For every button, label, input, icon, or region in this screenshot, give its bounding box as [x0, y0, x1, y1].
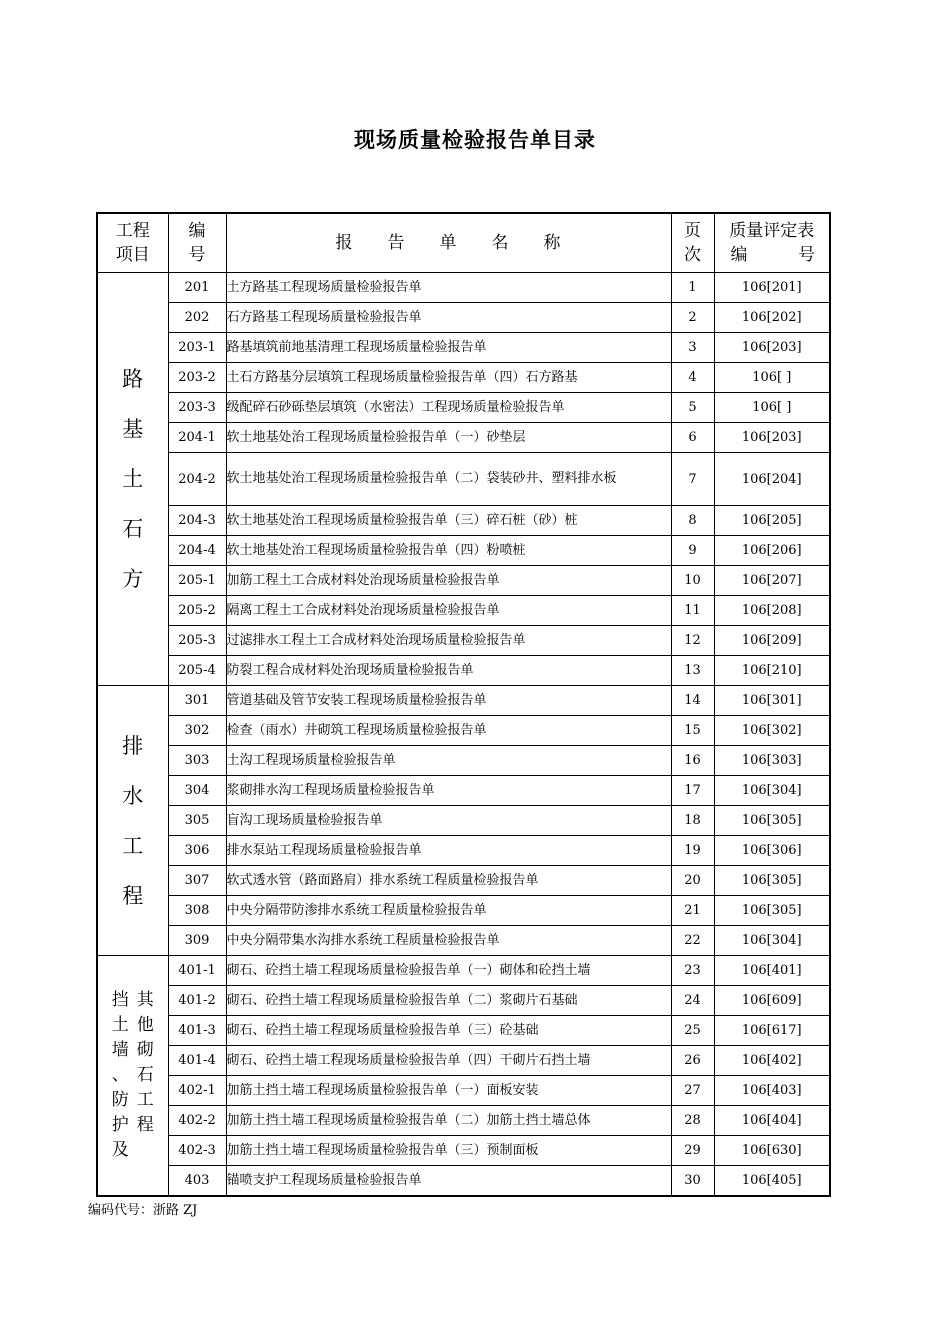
row-code: 306: [168, 836, 226, 866]
row-page: 18: [671, 806, 714, 836]
row-page: 1: [671, 273, 714, 303]
row-code: 204-2: [168, 453, 226, 506]
section-char: 路: [122, 367, 144, 391]
row-page: 14: [671, 686, 714, 716]
row-report-name: 土石方路基分层填筑工程现场质量检验报告单（四）石方路基: [226, 363, 671, 393]
row-form-code: 106[205]: [714, 506, 830, 536]
row-page: 17: [671, 776, 714, 806]
section-char: 其: [136, 990, 154, 1010]
section-char: 护: [111, 1115, 129, 1135]
report-catalog-table: [96, 212, 831, 1197]
row-form-code: 106[210]: [714, 656, 830, 686]
header-project-line1: 工程: [115, 221, 150, 241]
table-row: [97, 273, 830, 303]
row-form-code: 106[403]: [714, 1076, 830, 1106]
row-report-name: 石方路基工程现场质量检验报告单: [226, 303, 671, 333]
header-form-code: [714, 213, 830, 273]
header-page-line2: 次: [684, 245, 701, 265]
row-form-code: 106[305]: [714, 896, 830, 926]
row-report-name: 砌石、砼挡土墙工程现场质量检验报告单（一）砌体和砼挡土墙: [226, 956, 671, 986]
section-char: 程: [122, 883, 144, 908]
row-code: 204-3: [168, 506, 226, 536]
row-report-name: 砌石、砼挡土墙工程现场质量检验报告单（四）干砌片石挡土墙: [226, 1046, 671, 1076]
row-page: 22: [671, 926, 714, 956]
row-code: 203-3: [168, 393, 226, 423]
header-name-char: 单: [439, 233, 458, 253]
row-form-code: 106[202]: [714, 303, 830, 333]
header-form-char: 号: [798, 245, 815, 265]
row-code: 401-1: [168, 956, 226, 986]
table-row: [97, 423, 830, 453]
section-char: 挡: [111, 990, 129, 1010]
table-row: [97, 836, 830, 866]
row-form-code: 106[306]: [714, 836, 830, 866]
table-row: [97, 506, 830, 536]
header-page-line1: 页: [684, 221, 701, 241]
table-row: [97, 626, 830, 656]
row-page: 9: [671, 536, 714, 566]
table-row: [97, 393, 830, 423]
row-code: 302: [168, 716, 226, 746]
table-row: [97, 986, 830, 1016]
row-report-name: 排水泵站工程现场质量检验报告单: [226, 836, 671, 866]
section-drainage: [97, 686, 168, 956]
table-row: [97, 1166, 830, 1197]
table-header-row: [97, 213, 830, 273]
table-row: [97, 536, 830, 566]
row-code: 309: [168, 926, 226, 956]
row-code: 205-4: [168, 656, 226, 686]
section-char: 水: [122, 783, 144, 808]
header-page: [671, 213, 714, 273]
row-form-code: 106[305]: [714, 866, 830, 896]
row-code: 401-2: [168, 986, 226, 1016]
row-report-name: 软土地基处治工程现场质量检验报告单（四）粉喷桩: [226, 536, 671, 566]
row-report-name: 隔离工程土工合成材料处治现场质量检验报告单: [226, 596, 671, 626]
row-form-code: 106[305]: [714, 806, 830, 836]
section-char: 土: [122, 467, 144, 491]
row-code: 205-3: [168, 626, 226, 656]
table-row: [97, 716, 830, 746]
row-page: 15: [671, 716, 714, 746]
row-page: 20: [671, 866, 714, 896]
row-page: 16: [671, 746, 714, 776]
row-code: 204-1: [168, 423, 226, 453]
row-report-name: 软土地基处治工程现场质量检验报告单（二）袋装砂井、塑料排水板: [226, 453, 671, 506]
row-form-code: 106[203]: [714, 423, 830, 453]
row-page: 5: [671, 393, 714, 423]
section-char: 工: [136, 1090, 154, 1110]
row-code: 301: [168, 686, 226, 716]
row-report-name: 软土地基处治工程现场质量检验报告单（三）碎石桩（砂）桩: [226, 506, 671, 536]
table-row: [97, 776, 830, 806]
row-report-name: 软土地基处治工程现场质量检验报告单（一）砂垫层: [226, 423, 671, 453]
header-form-char: 编: [730, 245, 748, 265]
row-report-name: 中央分隔带集水沟排水系统工程质量检验报告单: [226, 926, 671, 956]
table-row: [97, 1136, 830, 1166]
row-form-code: 106[401]: [714, 956, 830, 986]
row-report-name: 路基填筑前地基清理工程现场质量检验报告单: [226, 333, 671, 363]
row-form-code: 106[304]: [714, 926, 830, 956]
row-form-code: 106[302]: [714, 716, 830, 746]
section-retaining-wall: [97, 956, 168, 1197]
table-row: [97, 746, 830, 776]
row-form-code: 106[ ]: [714, 393, 830, 423]
row-page: 24: [671, 986, 714, 1016]
table-row: [97, 896, 830, 926]
section-subgrade: [97, 273, 168, 686]
row-code: 403: [168, 1166, 226, 1197]
row-form-code: 106[301]: [714, 686, 830, 716]
row-report-name: 土沟工程现场质量检验报告单: [226, 746, 671, 776]
section-char: 及: [111, 1140, 129, 1160]
row-form-code: 106[405]: [714, 1166, 830, 1197]
section-char: 防: [111, 1090, 129, 1110]
table-row: [97, 363, 830, 393]
row-page: 2: [671, 303, 714, 333]
header-name-char: 名: [491, 233, 510, 253]
row-report-name: 砌石、砼挡土墙工程现场质量检验报告单（二）浆砌片石基础: [226, 986, 671, 1016]
header-code-line2: 号: [188, 245, 206, 265]
row-page: 12: [671, 626, 714, 656]
row-form-code: 106[ ]: [714, 363, 830, 393]
table-row: [97, 453, 830, 506]
table-row: [97, 866, 830, 896]
row-report-name: 锚喷支护工程现场质量检验报告单: [226, 1166, 671, 1197]
header-code: [168, 213, 226, 273]
row-report-name: 土方路基工程现场质量检验报告单: [226, 273, 671, 303]
row-code: 307: [168, 866, 226, 896]
row-page: 23: [671, 956, 714, 986]
table-row: [97, 303, 830, 333]
row-report-name: 中央分隔带防渗排水系统工程质量检验报告单: [226, 896, 671, 926]
table-row: [97, 566, 830, 596]
section-char: 他: [136, 1015, 154, 1035]
row-code: 205-2: [168, 596, 226, 626]
header-form-line2: [715, 243, 830, 267]
row-page: 25: [671, 1016, 714, 1046]
section-char: 基: [122, 417, 144, 441]
row-report-name: 浆砌排水沟工程现场质量检验报告单: [226, 776, 671, 806]
row-code: 402-3: [168, 1136, 226, 1166]
row-page: 27: [671, 1076, 714, 1106]
row-report-name: 加筋土挡土墙工程现场质量检验报告单（二）加筋土挡土墙总体: [226, 1106, 671, 1136]
row-page: 19: [671, 836, 714, 866]
row-report-name: 加筋土挡土墙工程现场质量检验报告单（三）预制面板: [226, 1136, 671, 1166]
row-page: 3: [671, 333, 714, 363]
row-page: 26: [671, 1046, 714, 1076]
header-project-line2: 项目: [115, 245, 150, 265]
row-report-name: 防裂工程合成材料处治现场质量检验报告单: [226, 656, 671, 686]
table-row: [97, 806, 830, 836]
row-page: 29: [671, 1136, 714, 1166]
row-form-code: 106[204]: [714, 453, 830, 506]
row-code: 401-4: [168, 1046, 226, 1076]
row-form-code: 106[207]: [714, 566, 830, 596]
row-report-name: 检查（雨水）井砌筑工程现场质量检验报告单: [226, 716, 671, 746]
row-report-name: 管道基础及管节安装工程现场质量检验报告单: [226, 686, 671, 716]
section-char: 排: [122, 733, 144, 758]
row-form-code: 106[402]: [714, 1046, 830, 1076]
row-code: 401-3: [168, 1016, 226, 1046]
row-code: 204-4: [168, 536, 226, 566]
row-page: 30: [671, 1166, 714, 1197]
row-page: 21: [671, 896, 714, 926]
section-char: 砌: [136, 1040, 154, 1060]
header-code-line1: 编: [188, 221, 206, 241]
row-report-name: 过滤排水工程土工合成材料处治现场质量检验报告单: [226, 626, 671, 656]
table-row: [97, 1016, 830, 1046]
row-code: 202: [168, 303, 226, 333]
section-char: 石: [122, 517, 144, 541]
row-form-code: 106[208]: [714, 596, 830, 626]
table-row: [97, 333, 830, 363]
row-page: 10: [671, 566, 714, 596]
row-form-code: 106[201]: [714, 273, 830, 303]
row-code: 203-2: [168, 363, 226, 393]
row-code: 203-1: [168, 333, 226, 363]
row-code: 303: [168, 746, 226, 776]
section-char: 程: [136, 1115, 154, 1135]
row-page: 6: [671, 423, 714, 453]
header-form-line1: 质量评定表: [729, 221, 815, 241]
row-report-name: 盲沟工现场质量检验报告单: [226, 806, 671, 836]
row-page: 8: [671, 506, 714, 536]
row-form-code: 106[609]: [714, 986, 830, 1016]
row-form-code: 106[617]: [714, 1016, 830, 1046]
table-row: [97, 956, 830, 986]
row-code: 308: [168, 896, 226, 926]
footer-code-note: 编码代号：浙路 ZJ: [88, 1203, 198, 1218]
row-form-code: 106[304]: [714, 776, 830, 806]
header-project: [97, 213, 168, 273]
section-char: 工: [122, 833, 144, 858]
row-code: 402-2: [168, 1106, 226, 1136]
row-page: 28: [671, 1106, 714, 1136]
section-char: 土: [111, 1015, 129, 1035]
row-page: 11: [671, 596, 714, 626]
row-code: 201: [168, 273, 226, 303]
row-page: 7: [671, 453, 714, 506]
row-code: 304: [168, 776, 226, 806]
section-char: 方: [122, 567, 144, 591]
row-page: 4: [671, 363, 714, 393]
row-form-code: 106[303]: [714, 746, 830, 776]
table-row: [97, 1106, 830, 1136]
row-report-name: 级配碎石砂砾垫层填筑（水密法）工程现场质量检验报告单: [226, 393, 671, 423]
section-char: 墙: [111, 1040, 129, 1060]
page-title: 现场质量检验报告单目录: [354, 128, 596, 152]
row-form-code: 106[203]: [714, 333, 830, 363]
row-code: 402-1: [168, 1076, 226, 1106]
section-char: 、: [111, 1065, 129, 1085]
row-report-name: 加筋土挡土墙工程现场质量检验报告单（一）面板安装: [226, 1076, 671, 1106]
table-row: [97, 596, 830, 626]
row-form-code: 106[209]: [714, 626, 830, 656]
table-row: [97, 926, 830, 956]
row-report-name: 加筋工程土工合成材料处治现场质量检验报告单: [226, 566, 671, 596]
row-report-name: 软式透水管（路面路肩）排水系统工程质量检验报告单: [226, 866, 671, 896]
section-char: 石: [136, 1065, 154, 1085]
row-report-name: 砌石、砼挡土墙工程现场质量检验报告单（三）砼基础: [226, 1016, 671, 1046]
table-row: [97, 1046, 830, 1076]
row-form-code: 106[404]: [714, 1106, 830, 1136]
table-row: [97, 656, 830, 686]
row-page: 13: [671, 656, 714, 686]
header-name-char: 告: [387, 233, 406, 253]
header-name-char: 报: [335, 233, 354, 253]
row-form-code: 106[206]: [714, 536, 830, 566]
row-code: 305: [168, 806, 226, 836]
row-form-code: 106[630]: [714, 1136, 830, 1166]
table-row: [97, 1076, 830, 1106]
header-name-char: 称: [543, 233, 562, 253]
table-row: [97, 686, 830, 716]
row-code: 205-1: [168, 566, 226, 596]
header-report-name: [226, 213, 671, 273]
